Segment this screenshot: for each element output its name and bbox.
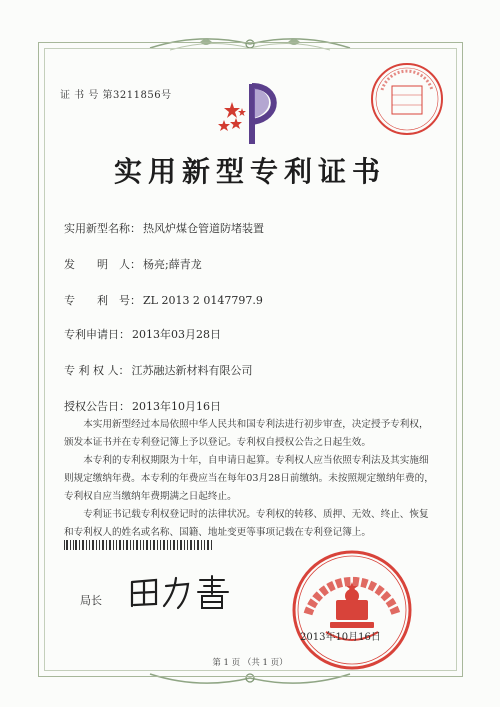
- grant-date-label: 授权公告日：: [64, 400, 130, 413]
- certificate-number-label: 证 书 号: [60, 90, 99, 101]
- body-paragraph-3: 专利证书记载专利权登记时的法律状况。专利权的转移、质押、无效、终止、恢复和专利权人的姓名或名称、国籍、地址变更等事项记载在专利登记簿上。: [64, 509, 429, 538]
- barcode-icon: [64, 540, 214, 550]
- patent-number-row: [64, 292, 263, 308]
- certificate-number: [60, 86, 172, 101]
- utility-model-name-value: 热风炉煤仓管道防堵装置: [143, 222, 264, 235]
- grant-date-value: 2013年10月16日: [132, 400, 221, 413]
- patent-number-value: ZL 2013 2 0147797.9: [143, 294, 263, 307]
- agency-seal-icon: [368, 60, 446, 138]
- patentee-value: 江苏融达新材料有限公司: [131, 364, 253, 377]
- inventor-label: 发 明 人：: [64, 258, 141, 271]
- director-signature: [126, 572, 236, 612]
- director-label: 局长: [80, 594, 102, 607]
- page-number: 第 1 页 （共 1 页）: [212, 658, 288, 668]
- filing-date-row: [64, 326, 221, 342]
- body-paragraph-2: 本专利的专利权期限为十年，自申请日起算。专利权人应当依照专利法及其实施细则规定缴纳年费。本专利的年费应当在每年03月28日前缴纳。未按照规定缴纳年费的，专利权自应当缴纳年费期满之日起终止。: [64, 455, 434, 502]
- body-paragraph-1: 本实用新型经过本局依照中华人民共和国专利法进行初步审查，决定授予专利权，颁发本证书并在专利登记簿上予以登记。专利权自授权公告之日起生效。: [64, 419, 429, 448]
- utility-model-name-label: 实用新型名称：: [64, 222, 141, 235]
- patentee-row: [64, 362, 253, 378]
- certificate-number-value: 第3211856号: [102, 90, 172, 101]
- certificate-title: 实用新型专利证书: [113, 155, 386, 188]
- official-seal-icon: [290, 548, 414, 672]
- filing-date-value: 2013年03月28日: [132, 328, 221, 341]
- grant-date-row: [64, 398, 221, 414]
- utility-model-name-row: [64, 220, 264, 236]
- inventor-row: [64, 256, 202, 272]
- cnipa-logo-icon: [218, 78, 288, 150]
- patentee-label: 专 利 权 人：: [64, 364, 130, 377]
- inventor-value: 杨亮;薛青龙: [143, 258, 202, 271]
- patent-number-label: 专 利 号：: [64, 294, 141, 307]
- seal-date: 2013年10月16日: [300, 632, 381, 643]
- filing-date-label: 专利申请日：: [64, 328, 130, 341]
